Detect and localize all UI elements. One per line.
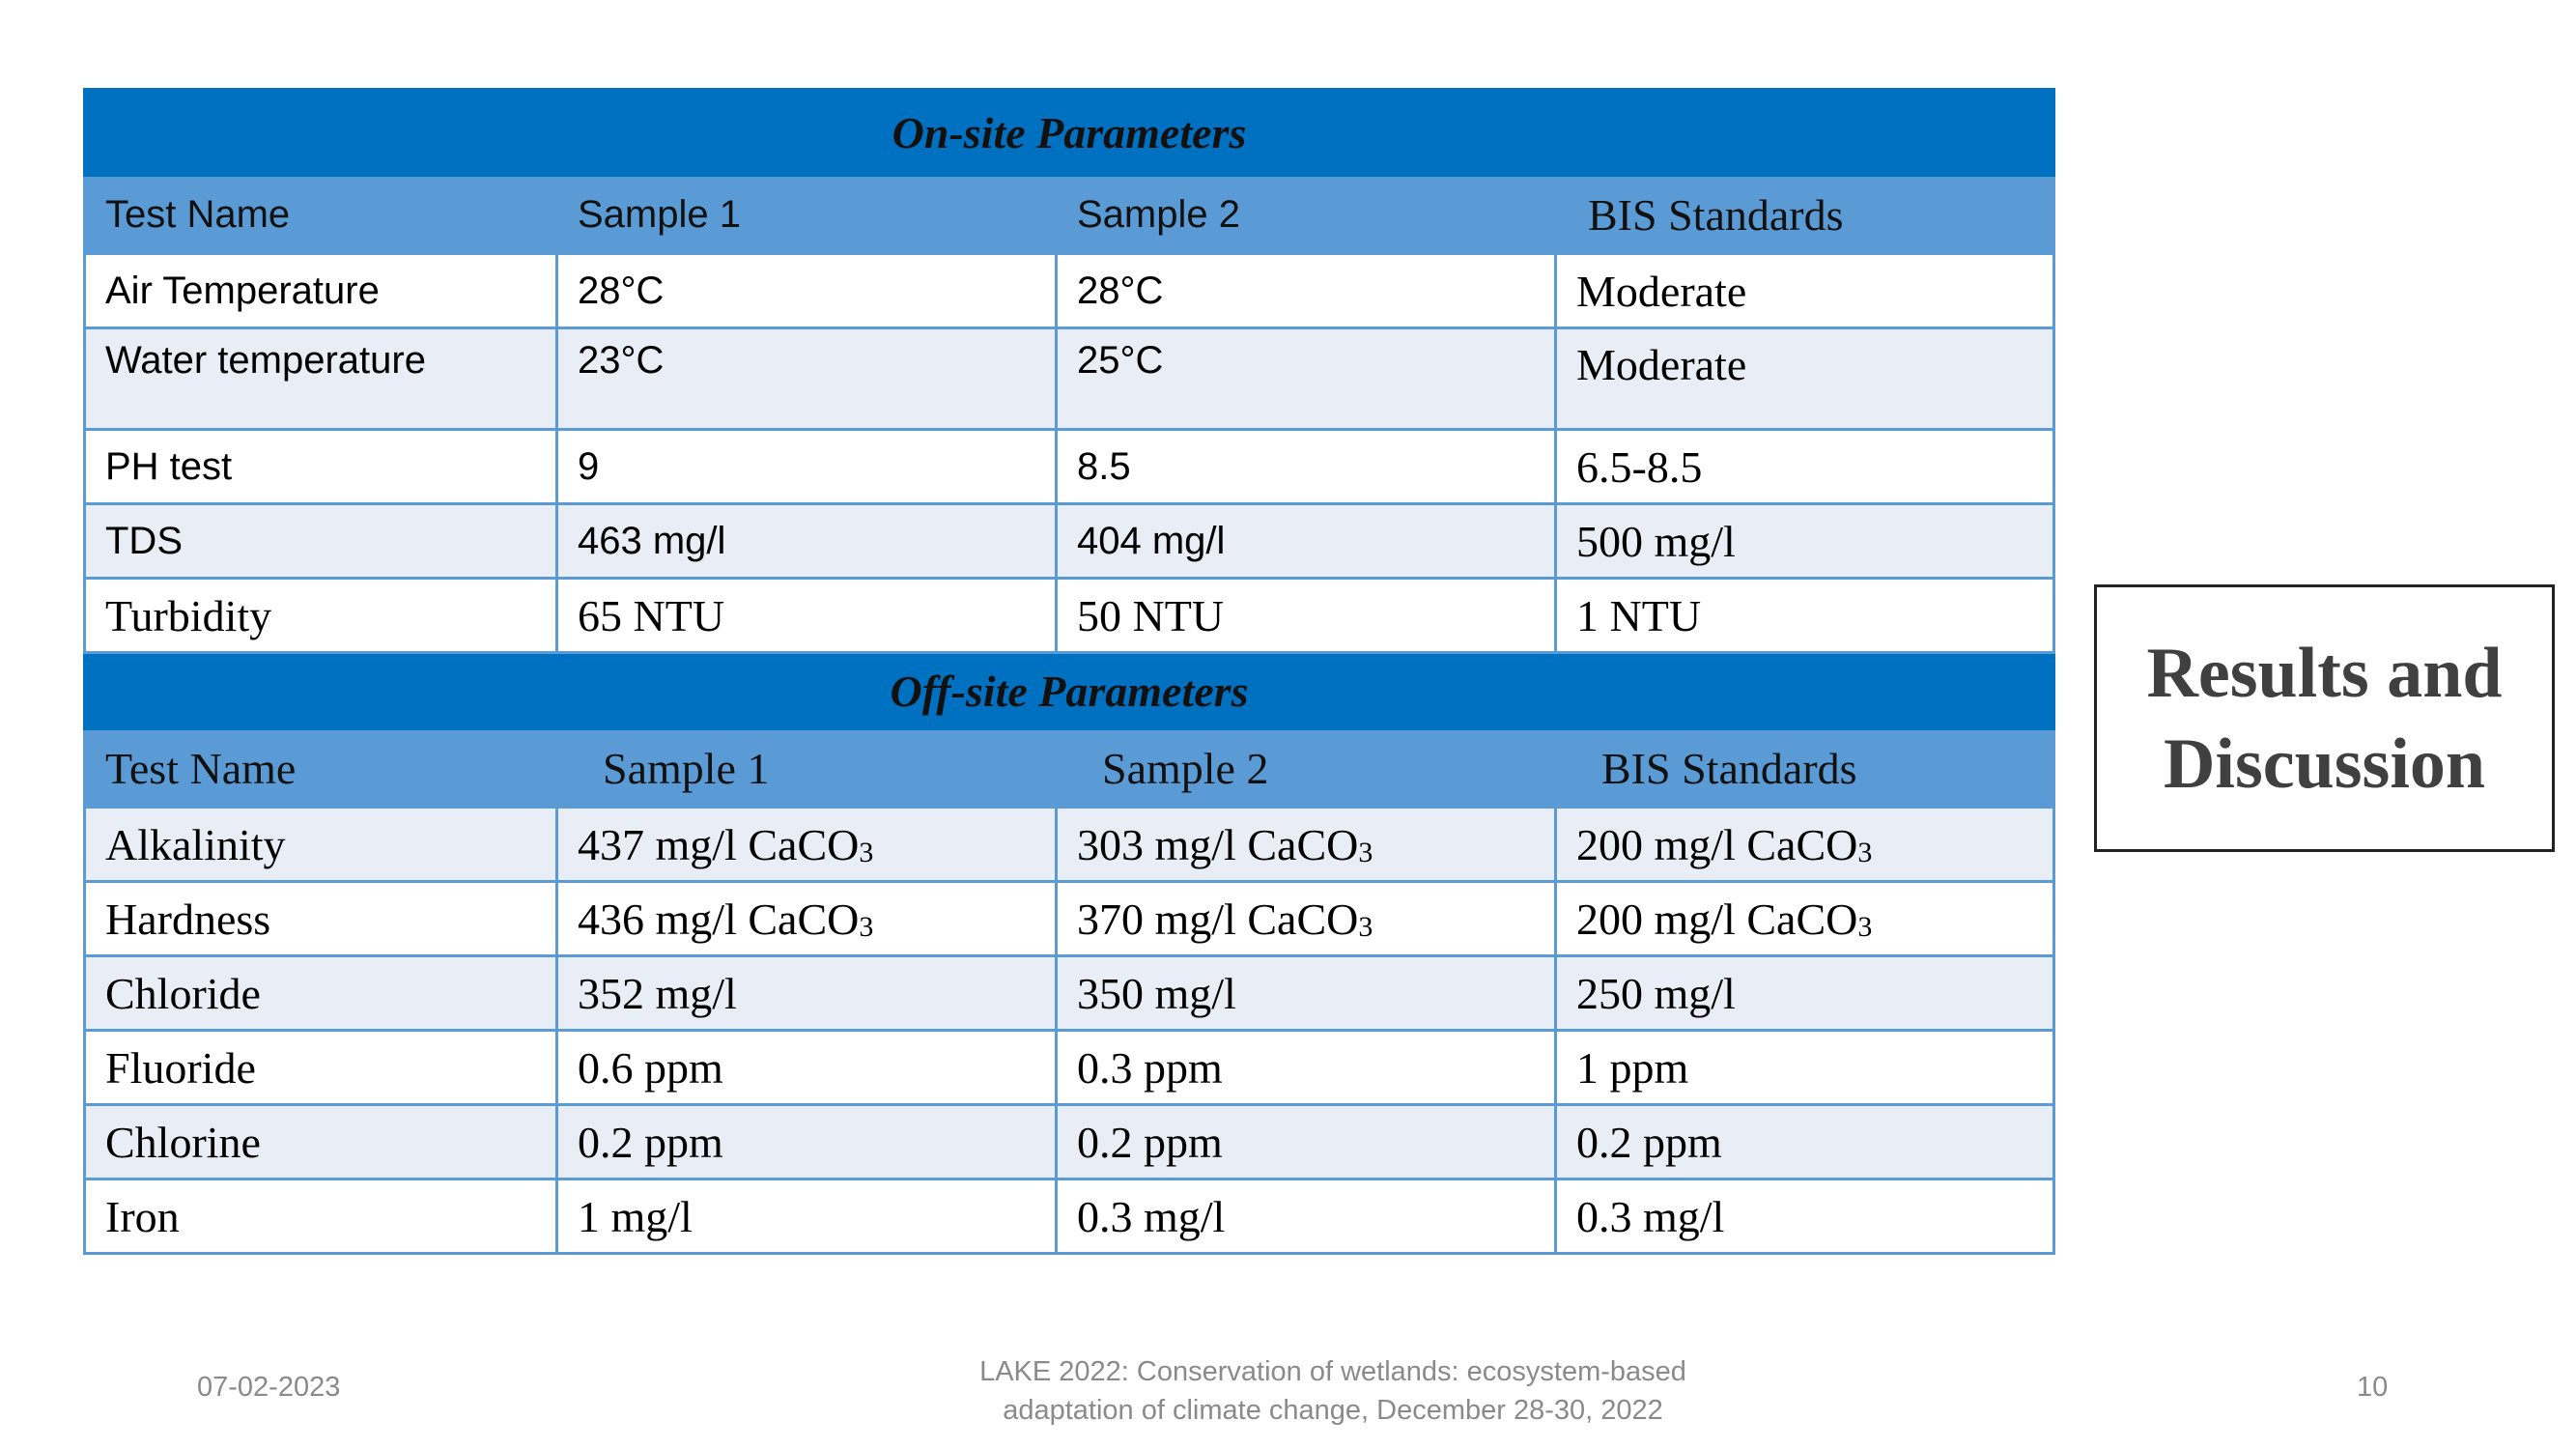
table-row: [85, 808, 2054, 882]
bis-standard-cell: 250 mg/l: [1556, 956, 2054, 1031]
slide-title-box: [2094, 584, 2555, 852]
table-row: [85, 504, 2054, 579]
sample-2-cell: 0.2 ppm: [1057, 1105, 1556, 1179]
test-name-cell: Turbidity: [85, 579, 557, 653]
sample-1-cell: 352 mg/l: [557, 956, 1057, 1031]
sample-1-cell: 23°C: [557, 328, 1057, 430]
sample-2-cell: 50 NTU: [1057, 579, 1556, 653]
unit-subscript: 3: [1857, 836, 1873, 868]
test-name-cell: Alkalinity: [85, 808, 557, 882]
unit: mg/l CaCO: [655, 819, 860, 869]
test-name-cell: Water temperature: [85, 328, 557, 430]
unit: mg/l CaCO: [1654, 894, 1858, 944]
sample-2-cell: 8.5: [1057, 430, 1556, 504]
test-name-cell: Iron: [85, 1179, 557, 1254]
sample-2-cell: 25°C: [1057, 328, 1556, 430]
sample-1-cell: [557, 882, 1057, 956]
unit-subscript: 3: [1358, 836, 1373, 868]
table-row: [85, 328, 2054, 430]
header-test-name: Test Name: [85, 176, 557, 254]
footer-conference-line-1: LAKE 2022: Conservation of wetlands: ecosystem-based: [979, 1356, 1686, 1387]
test-name-cell: Fluoride: [85, 1031, 557, 1105]
test-name-cell: PH test: [85, 430, 557, 504]
sample-2-cell: 28°C: [1057, 254, 1556, 328]
sample-1-cell: 65 NTU: [557, 579, 1057, 653]
header-bis-standards: BIS Standards: [1556, 729, 2054, 808]
sample-2-cell: 0.3 mg/l: [1057, 1179, 1556, 1254]
header-bis-standards: BIS Standards: [1556, 176, 2054, 254]
unit: mg/l CaCO: [655, 894, 860, 944]
table-row: [85, 254, 2054, 328]
onsite-section-row: [85, 90, 2054, 176]
sample-1-cell: 0.6 ppm: [557, 1031, 1057, 1105]
unit: mg/l CaCO: [1654, 819, 1858, 869]
table-row: [85, 579, 2054, 653]
offsite-section-row: [85, 653, 2054, 729]
sample-1-cell: [557, 808, 1057, 882]
footer-page-number: 10: [2357, 1372, 2389, 1403]
bis-standard-cell: [1556, 882, 2054, 956]
bis-standard-cell: Moderate: [1556, 328, 2054, 430]
sample-1-cell: 0.2 ppm: [557, 1105, 1057, 1179]
table-row: [85, 1105, 2054, 1179]
bis-standard-cell: 1 ppm: [1556, 1031, 2054, 1105]
test-name-cell: Hardness: [85, 882, 557, 956]
test-name-cell: Air Temperature: [85, 254, 557, 328]
sample-2-cell: [1057, 882, 1556, 956]
slide-title-line-2: Discussion: [2163, 724, 2486, 804]
table-row: [85, 1179, 2054, 1254]
offsite-section-title: Off-site Parameters: [85, 653, 2054, 729]
sample-1-cell: 1 mg/l: [557, 1179, 1057, 1254]
table-row: [85, 430, 2054, 504]
bis-standard-cell: [1556, 808, 2054, 882]
unit: mg/l CaCO: [1154, 894, 1359, 944]
value: 436: [578, 894, 644, 944]
sample-2-cell: 0.3 ppm: [1057, 1031, 1556, 1105]
value: 437: [578, 819, 644, 869]
unit-subscript: 3: [1857, 910, 1873, 943]
sample-2-cell: [1057, 808, 1556, 882]
header-sample-2: Sample 2: [1057, 729, 1556, 808]
bis-standard-cell: 6.5-8.5: [1556, 430, 2054, 504]
bis-standard-cell: 0.3 mg/l: [1556, 1179, 2054, 1254]
sample-2-cell: 350 mg/l: [1057, 956, 1556, 1031]
value: 200: [1576, 819, 1643, 869]
unit-subscript: 3: [859, 910, 874, 943]
bis-standard-cell: 1 NTU: [1556, 579, 2054, 653]
header-sample-1: Sample 1: [557, 729, 1057, 808]
sample-1-cell: 463 mg/l: [557, 504, 1057, 579]
unit-subscript: 3: [859, 836, 874, 868]
test-name-cell: TDS: [85, 504, 557, 579]
value: 370: [1077, 894, 1144, 944]
offsite-header-row: [85, 729, 2054, 808]
header-sample-1: Sample 1: [557, 176, 1057, 254]
value: 200: [1576, 894, 1643, 944]
onsite-header-row: [85, 176, 2054, 254]
sample-1-cell: 9: [557, 430, 1057, 504]
header-test-name: Test Name: [85, 729, 557, 808]
bis-standard-cell: Moderate: [1556, 254, 2054, 328]
table-row: [85, 1031, 2054, 1105]
footer-date: 07-02-2023: [197, 1372, 341, 1403]
onsite-section-title: On-site Parameters: [85, 90, 2054, 176]
bis-standard-cell: 500 mg/l: [1556, 504, 2054, 579]
table-row: [85, 956, 2054, 1031]
header-sample-2: Sample 2: [1057, 176, 1556, 254]
footer-conference-line-2: adaptation of climate change, December 28-30, 2022: [1003, 1395, 1663, 1426]
bis-standard-cell: 0.2 ppm: [1556, 1105, 2054, 1179]
footer-conference: [850, 1352, 1816, 1430]
sample-2-cell: 404 mg/l: [1057, 504, 1556, 579]
test-name-cell: Chloride: [85, 956, 557, 1031]
slide-title-line-1: Results and: [2146, 633, 2503, 713]
sample-1-cell: 28°C: [557, 254, 1057, 328]
value: 303: [1077, 819, 1144, 869]
parameters-table: [83, 88, 2055, 1255]
test-name-cell: Chlorine: [85, 1105, 557, 1179]
table-row: [85, 882, 2054, 956]
unit-subscript: 3: [1358, 910, 1373, 943]
unit: mg/l CaCO: [1154, 819, 1359, 869]
